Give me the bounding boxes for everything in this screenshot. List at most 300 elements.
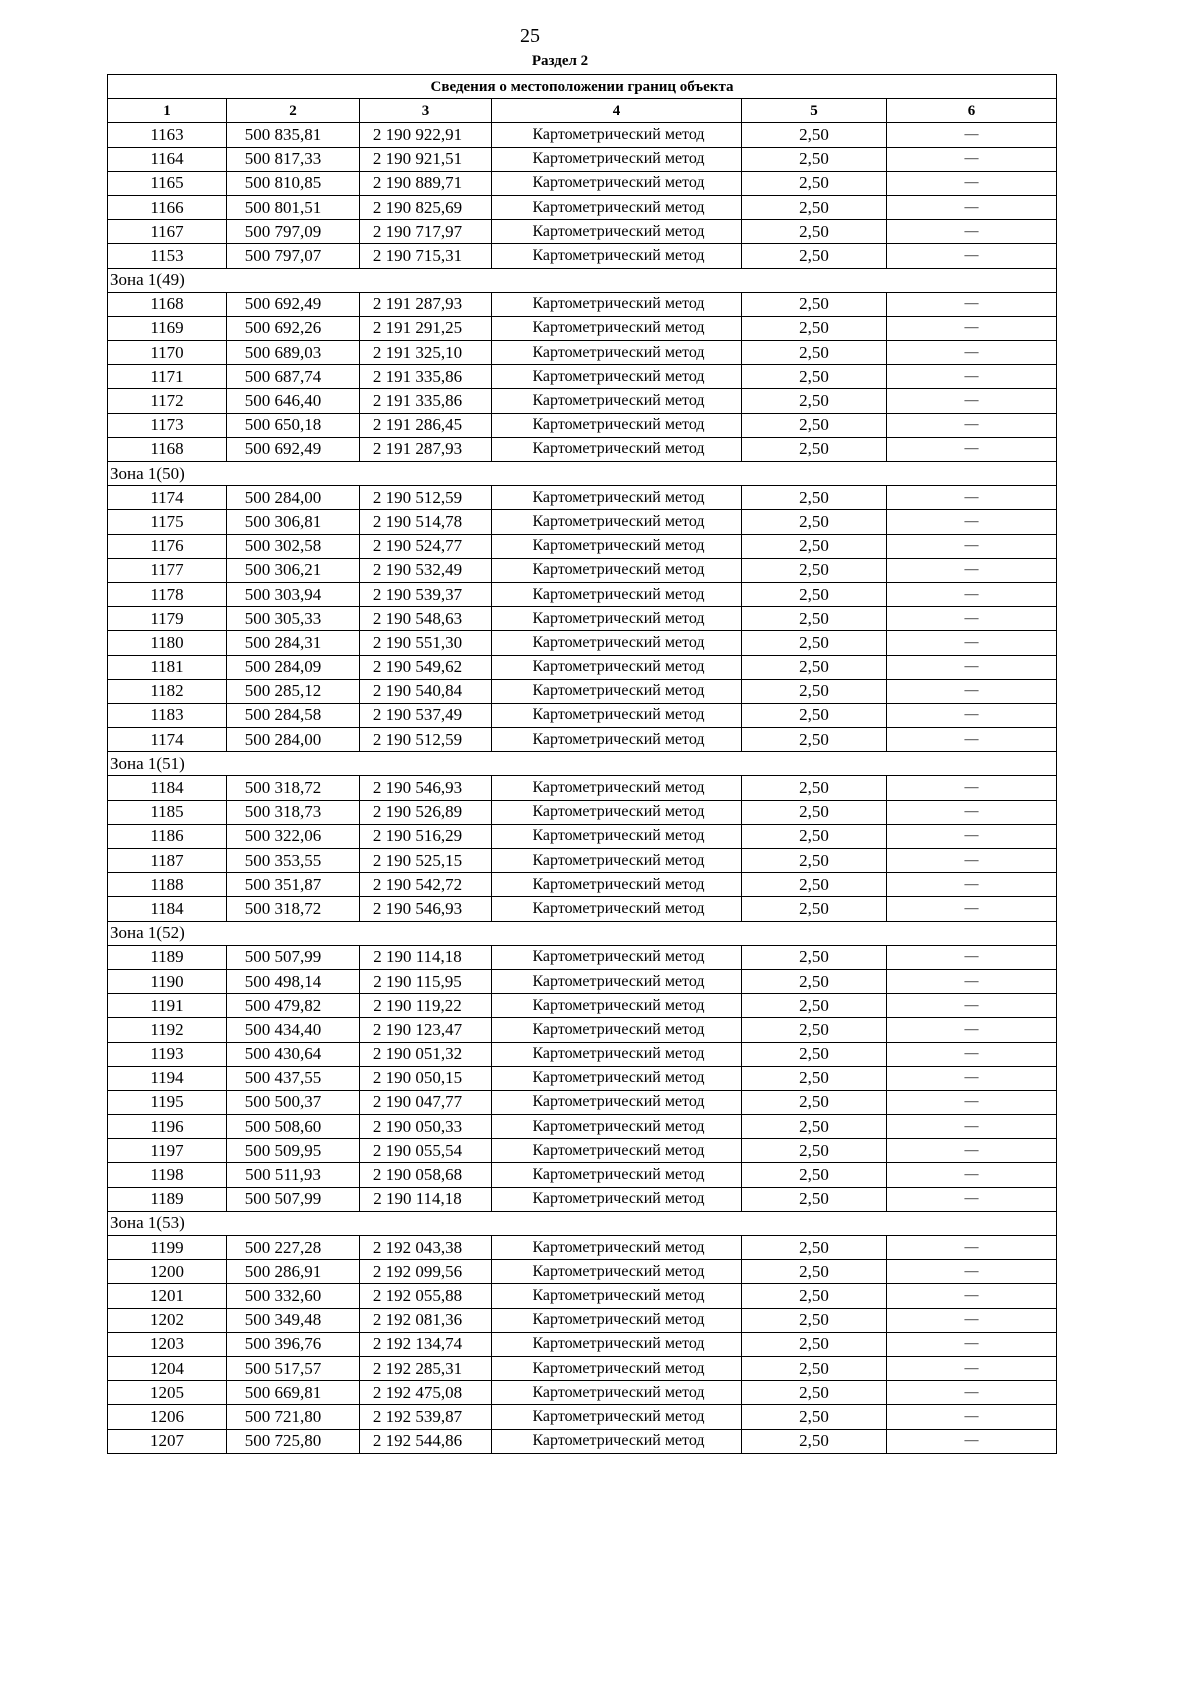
table-row: [108, 1018, 1057, 1042]
table-row: [108, 486, 1057, 510]
point-number-cell: 1190: [108, 969, 227, 993]
column-number-2: 2: [227, 99, 360, 123]
point-number-cell: 1181: [108, 655, 227, 679]
accuracy-cell: 2,50: [742, 341, 887, 365]
y-coordinate-cell: 2 190 115,95: [360, 969, 492, 993]
description-cell: —: [887, 1115, 1057, 1139]
y-coordinate-cell: 2 190 058,68: [360, 1163, 492, 1187]
table-row: [108, 945, 1057, 969]
table-row: [108, 1405, 1057, 1429]
point-number-cell: 1194: [108, 1066, 227, 1090]
y-coordinate-cell: 2 190 548,63: [360, 607, 492, 631]
x-coordinate-cell: 500 692,49: [227, 292, 360, 316]
x-coordinate-cell: 500 318,72: [227, 776, 360, 800]
y-coordinate-cell: 2 190 114,18: [360, 1187, 492, 1211]
table-row: [108, 655, 1057, 679]
method-cell: Картометрический метод: [492, 897, 742, 921]
table-row: [108, 1163, 1057, 1187]
description-cell: —: [887, 1356, 1057, 1380]
y-coordinate-cell: 2 192 475,08: [360, 1381, 492, 1405]
method-cell: Картометрический метод: [492, 800, 742, 824]
zone-label: Зона 1(49): [108, 268, 1057, 292]
y-coordinate-cell: 2 190 532,49: [360, 558, 492, 582]
point-number-cell: 1188: [108, 873, 227, 897]
x-coordinate-cell: 500 318,72: [227, 897, 360, 921]
y-coordinate-cell: 2 190 889,71: [360, 171, 492, 195]
column-number-1: 1: [108, 99, 227, 123]
y-coordinate-cell: 2 192 285,31: [360, 1356, 492, 1380]
table-row: [108, 1115, 1057, 1139]
description-cell: —: [887, 728, 1057, 752]
x-coordinate-cell: 500 437,55: [227, 1066, 360, 1090]
description-cell: —: [887, 679, 1057, 703]
point-number-cell: 1198: [108, 1163, 227, 1187]
x-coordinate-cell: 500 396,76: [227, 1332, 360, 1356]
method-cell: Картометрический метод: [492, 703, 742, 727]
accuracy-cell: 2,50: [742, 655, 887, 679]
method-cell: Картометрический метод: [492, 873, 742, 897]
table-row: [108, 631, 1057, 655]
description-cell: —: [887, 171, 1057, 195]
table-row: [108, 1332, 1057, 1356]
method-cell: Картометрический метод: [492, 1405, 742, 1429]
table-row: [108, 123, 1057, 147]
table-row: [108, 582, 1057, 606]
table-row: [108, 897, 1057, 921]
point-number-cell: 1168: [108, 292, 227, 316]
table-body: [108, 75, 1057, 1454]
method-cell: Картометрический метод: [492, 728, 742, 752]
point-number-cell: 1185: [108, 800, 227, 824]
description-cell: —: [887, 147, 1057, 171]
point-number-cell: 1193: [108, 1042, 227, 1066]
y-coordinate-cell: 2 190 921,51: [360, 147, 492, 171]
description-cell: —: [887, 413, 1057, 437]
x-coordinate-cell: 500 500,37: [227, 1090, 360, 1114]
method-cell: Картометрический метод: [492, 969, 742, 993]
x-coordinate-cell: 500 498,14: [227, 969, 360, 993]
table-row: [108, 365, 1057, 389]
method-cell: Картометрический метод: [492, 1332, 742, 1356]
description-cell: —: [887, 1308, 1057, 1332]
accuracy-cell: 2,50: [742, 1332, 887, 1356]
description-cell: —: [887, 1090, 1057, 1114]
y-coordinate-cell: 2 191 335,86: [360, 365, 492, 389]
description-cell: —: [887, 1139, 1057, 1163]
accuracy-cell: 2,50: [742, 292, 887, 316]
accuracy-cell: 2,50: [742, 945, 887, 969]
zone-row: [108, 268, 1057, 292]
method-cell: Картометрический метод: [492, 171, 742, 195]
point-number-cell: 1153: [108, 244, 227, 268]
point-number-cell: 1189: [108, 945, 227, 969]
method-cell: Картометрический метод: [492, 1066, 742, 1090]
y-coordinate-cell: 2 190 549,62: [360, 655, 492, 679]
accuracy-cell: 2,50: [742, 849, 887, 873]
accuracy-cell: 2,50: [742, 510, 887, 534]
description-cell: —: [887, 969, 1057, 993]
description-cell: —: [887, 1018, 1057, 1042]
x-coordinate-cell: 500 725,80: [227, 1429, 360, 1453]
accuracy-cell: 2,50: [742, 220, 887, 244]
description-cell: —: [887, 510, 1057, 534]
method-cell: Картометрический метод: [492, 389, 742, 413]
method-cell: Картометрический метод: [492, 1163, 742, 1187]
x-coordinate-cell: 500 692,26: [227, 316, 360, 340]
table-row: [108, 1381, 1057, 1405]
point-number-cell: 1205: [108, 1381, 227, 1405]
y-coordinate-cell: 2 190 540,84: [360, 679, 492, 703]
accuracy-cell: 2,50: [742, 969, 887, 993]
accuracy-cell: 2,50: [742, 1042, 887, 1066]
x-coordinate-cell: 500 303,94: [227, 582, 360, 606]
accuracy-cell: 2,50: [742, 1139, 887, 1163]
point-number-cell: 1207: [108, 1429, 227, 1453]
x-coordinate-cell: 500 797,07: [227, 244, 360, 268]
x-coordinate-cell: 500 835,81: [227, 123, 360, 147]
x-coordinate-cell: 500 508,60: [227, 1115, 360, 1139]
table-row: [108, 437, 1057, 461]
accuracy-cell: 2,50: [742, 123, 887, 147]
accuracy-cell: 2,50: [742, 728, 887, 752]
method-cell: Картометрический метод: [492, 1042, 742, 1066]
accuracy-cell: 2,50: [742, 607, 887, 631]
point-number-cell: 1199: [108, 1236, 227, 1260]
point-number-cell: 1189: [108, 1187, 227, 1211]
point-number-cell: 1201: [108, 1284, 227, 1308]
point-number-cell: 1169: [108, 316, 227, 340]
description-cell: —: [887, 220, 1057, 244]
point-number-cell: 1176: [108, 534, 227, 558]
table-row: [108, 994, 1057, 1018]
table-row: [108, 292, 1057, 316]
description-cell: —: [887, 244, 1057, 268]
point-number-cell: 1187: [108, 849, 227, 873]
x-coordinate-cell: 500 810,85: [227, 171, 360, 195]
accuracy-cell: 2,50: [742, 703, 887, 727]
point-number-cell: 1172: [108, 389, 227, 413]
x-coordinate-cell: 500 511,93: [227, 1163, 360, 1187]
y-coordinate-cell: 2 190 051,32: [360, 1042, 492, 1066]
x-coordinate-cell: 500 434,40: [227, 1018, 360, 1042]
description-cell: —: [887, 1042, 1057, 1066]
description-cell: —: [887, 607, 1057, 631]
table-row: [108, 1308, 1057, 1332]
description-cell: —: [887, 316, 1057, 340]
table-caption: Сведения о местоположении границ объекта: [108, 75, 1057, 99]
x-coordinate-cell: 500 284,09: [227, 655, 360, 679]
table-row: [108, 1139, 1057, 1163]
method-cell: Картометрический метод: [492, 631, 742, 655]
point-number-cell: 1204: [108, 1356, 227, 1380]
point-number-cell: 1203: [108, 1332, 227, 1356]
accuracy-cell: 2,50: [742, 1115, 887, 1139]
y-coordinate-cell: 2 190 050,15: [360, 1066, 492, 1090]
x-coordinate-cell: 500 801,51: [227, 195, 360, 219]
description-cell: —: [887, 582, 1057, 606]
x-coordinate-cell: 500 646,40: [227, 389, 360, 413]
accuracy-cell: 2,50: [742, 582, 887, 606]
section-title: Раздел 2: [531, 53, 589, 69]
accuracy-cell: 2,50: [742, 389, 887, 413]
method-cell: Картометрический метод: [492, 413, 742, 437]
accuracy-cell: 2,50: [742, 316, 887, 340]
column-number-3: 3: [360, 99, 492, 123]
method-cell: Картометрический метод: [492, 994, 742, 1018]
description-cell: —: [887, 776, 1057, 800]
description-cell: —: [887, 994, 1057, 1018]
point-number-cell: 1168: [108, 437, 227, 461]
point-number-cell: 1196: [108, 1115, 227, 1139]
description-cell: —: [887, 292, 1057, 316]
description-cell: —: [887, 486, 1057, 510]
y-coordinate-cell: 2 190 512,59: [360, 728, 492, 752]
table-row: [108, 679, 1057, 703]
x-coordinate-cell: 500 318,73: [227, 800, 360, 824]
table-row: [108, 341, 1057, 365]
method-cell: Картометрический метод: [492, 1018, 742, 1042]
point-number-cell: 1171: [108, 365, 227, 389]
description-cell: —: [887, 123, 1057, 147]
table-row: [108, 728, 1057, 752]
x-coordinate-cell: 500 322,06: [227, 824, 360, 848]
zone-row: [108, 752, 1057, 776]
accuracy-cell: 2,50: [742, 365, 887, 389]
accuracy-cell: 2,50: [742, 776, 887, 800]
column-number-5: 5: [742, 99, 887, 123]
accuracy-cell: 2,50: [742, 413, 887, 437]
y-coordinate-cell: 2 191 291,25: [360, 316, 492, 340]
method-cell: Картометрический метод: [492, 558, 742, 582]
accuracy-cell: 2,50: [742, 1308, 887, 1332]
y-coordinate-cell: 2 190 546,93: [360, 897, 492, 921]
accuracy-cell: 2,50: [742, 1163, 887, 1187]
y-coordinate-cell: 2 190 526,89: [360, 800, 492, 824]
y-coordinate-cell: 2 190 050,33: [360, 1115, 492, 1139]
x-coordinate-cell: 500 721,80: [227, 1405, 360, 1429]
method-cell: Картометрический метод: [492, 486, 742, 510]
accuracy-cell: 2,50: [742, 873, 887, 897]
y-coordinate-cell: 2 192 134,74: [360, 1332, 492, 1356]
point-number-cell: 1167: [108, 220, 227, 244]
method-cell: Картометрический метод: [492, 849, 742, 873]
point-number-cell: 1197: [108, 1139, 227, 1163]
point-number-cell: 1174: [108, 728, 227, 752]
description-cell: —: [887, 534, 1057, 558]
method-cell: Картометрический метод: [492, 1090, 742, 1114]
point-number-cell: 1179: [108, 607, 227, 631]
x-coordinate-cell: 500 351,87: [227, 873, 360, 897]
x-coordinate-cell: 500 302,58: [227, 534, 360, 558]
coordinates-table: [107, 74, 1057, 1454]
table-row: [108, 220, 1057, 244]
y-coordinate-cell: 2 190 539,37: [360, 582, 492, 606]
y-coordinate-cell: 2 192 055,88: [360, 1284, 492, 1308]
description-cell: —: [887, 897, 1057, 921]
accuracy-cell: 2,50: [742, 1187, 887, 1211]
method-cell: Картометрический метод: [492, 1429, 742, 1453]
description-cell: —: [887, 1066, 1057, 1090]
y-coordinate-cell: 2 190 546,93: [360, 776, 492, 800]
method-cell: Картометрический метод: [492, 365, 742, 389]
method-cell: Картометрический метод: [492, 1115, 742, 1139]
point-number-cell: 1164: [108, 147, 227, 171]
y-coordinate-cell: 2 190 922,91: [360, 123, 492, 147]
description-cell: —: [887, 1163, 1057, 1187]
table-row: [108, 171, 1057, 195]
x-coordinate-cell: 500 305,33: [227, 607, 360, 631]
column-number-row: [108, 99, 1057, 123]
description-cell: —: [887, 195, 1057, 219]
y-coordinate-cell: 2 190 123,47: [360, 1018, 492, 1042]
y-coordinate-cell: 2 190 114,18: [360, 945, 492, 969]
table-row: [108, 1260, 1057, 1284]
table-row: [108, 1187, 1057, 1211]
x-coordinate-cell: 500 689,03: [227, 341, 360, 365]
point-number-cell: 1192: [108, 1018, 227, 1042]
point-number-cell: 1163: [108, 123, 227, 147]
table-row: [108, 1429, 1057, 1453]
point-number-cell: 1180: [108, 631, 227, 655]
x-coordinate-cell: 500 797,09: [227, 220, 360, 244]
table-row: [108, 607, 1057, 631]
y-coordinate-cell: 2 190 524,77: [360, 534, 492, 558]
point-number-cell: 1165: [108, 171, 227, 195]
description-cell: —: [887, 800, 1057, 824]
description-cell: —: [887, 1236, 1057, 1260]
page-number: 25: [520, 25, 540, 47]
point-number-cell: 1206: [108, 1405, 227, 1429]
description-cell: —: [887, 341, 1057, 365]
accuracy-cell: 2,50: [742, 147, 887, 171]
method-cell: Картометрический метод: [492, 292, 742, 316]
method-cell: Картометрический метод: [492, 1284, 742, 1308]
method-cell: Картометрический метод: [492, 534, 742, 558]
x-coordinate-cell: 500 306,21: [227, 558, 360, 582]
x-coordinate-cell: 500 817,33: [227, 147, 360, 171]
point-number-cell: 1183: [108, 703, 227, 727]
zone-label: Зона 1(50): [108, 462, 1057, 486]
description-cell: —: [887, 1332, 1057, 1356]
method-cell: Картометрический метод: [492, 244, 742, 268]
y-coordinate-cell: 2 191 287,93: [360, 292, 492, 316]
y-coordinate-cell: 2 190 047,77: [360, 1090, 492, 1114]
x-coordinate-cell: 500 517,57: [227, 1356, 360, 1380]
table-row: [108, 1042, 1057, 1066]
method-cell: Картометрический метод: [492, 1381, 742, 1405]
table-row: [108, 824, 1057, 848]
y-coordinate-cell: 2 190 537,49: [360, 703, 492, 727]
y-coordinate-cell: 2 191 335,86: [360, 389, 492, 413]
accuracy-cell: 2,50: [742, 1236, 887, 1260]
table-row: [108, 413, 1057, 437]
method-cell: Картометрический метод: [492, 437, 742, 461]
accuracy-cell: 2,50: [742, 1405, 887, 1429]
method-cell: Картометрический метод: [492, 195, 742, 219]
x-coordinate-cell: 500 284,31: [227, 631, 360, 655]
y-coordinate-cell: 2 190 551,30: [360, 631, 492, 655]
accuracy-cell: 2,50: [742, 994, 887, 1018]
y-coordinate-cell: 2 191 286,45: [360, 413, 492, 437]
point-number-cell: 1166: [108, 195, 227, 219]
point-number-cell: 1184: [108, 897, 227, 921]
x-coordinate-cell: 500 509,95: [227, 1139, 360, 1163]
point-number-cell: 1170: [108, 341, 227, 365]
y-coordinate-cell: 2 192 544,86: [360, 1429, 492, 1453]
accuracy-cell: 2,50: [742, 631, 887, 655]
method-cell: Картометрический метод: [492, 824, 742, 848]
table-row: [108, 849, 1057, 873]
description-cell: —: [887, 1429, 1057, 1453]
method-cell: Картометрический метод: [492, 220, 742, 244]
point-number-cell: 1202: [108, 1308, 227, 1332]
method-cell: Картометрический метод: [492, 510, 742, 534]
table-row: [108, 703, 1057, 727]
point-number-cell: 1200: [108, 1260, 227, 1284]
method-cell: Картометрический метод: [492, 341, 742, 365]
x-coordinate-cell: 500 332,60: [227, 1284, 360, 1308]
y-coordinate-cell: 2 190 119,22: [360, 994, 492, 1018]
y-coordinate-cell: 2 190 825,69: [360, 195, 492, 219]
accuracy-cell: 2,50: [742, 195, 887, 219]
accuracy-cell: 2,50: [742, 1429, 887, 1453]
table-row: [108, 1356, 1057, 1380]
accuracy-cell: 2,50: [742, 558, 887, 582]
description-cell: —: [887, 849, 1057, 873]
description-cell: —: [887, 945, 1057, 969]
description-cell: —: [887, 365, 1057, 389]
description-cell: —: [887, 437, 1057, 461]
x-coordinate-cell: 500 306,81: [227, 510, 360, 534]
zone-row: [108, 921, 1057, 945]
table-row: [108, 969, 1057, 993]
table-row: [108, 195, 1057, 219]
table-row: [108, 800, 1057, 824]
table-row: [108, 147, 1057, 171]
table-row: [108, 534, 1057, 558]
accuracy-cell: 2,50: [742, 437, 887, 461]
y-coordinate-cell: 2 190 525,15: [360, 849, 492, 873]
x-coordinate-cell: 500 284,00: [227, 486, 360, 510]
method-cell: Картометрический метод: [492, 582, 742, 606]
description-cell: —: [887, 1187, 1057, 1211]
method-cell: Картометрический метод: [492, 1308, 742, 1332]
table-row: [108, 1236, 1057, 1260]
x-coordinate-cell: 500 286,91: [227, 1260, 360, 1284]
y-coordinate-cell: 2 191 325,10: [360, 341, 492, 365]
description-cell: —: [887, 389, 1057, 413]
accuracy-cell: 2,50: [742, 679, 887, 703]
y-coordinate-cell: 2 192 099,56: [360, 1260, 492, 1284]
x-coordinate-cell: 500 507,99: [227, 1187, 360, 1211]
method-cell: Картометрический метод: [492, 1187, 742, 1211]
method-cell: Картометрический метод: [492, 1139, 742, 1163]
table-row: [108, 510, 1057, 534]
zone-row: [108, 462, 1057, 486]
description-cell: —: [887, 824, 1057, 848]
table-row: [108, 558, 1057, 582]
accuracy-cell: 2,50: [742, 486, 887, 510]
point-number-cell: 1184: [108, 776, 227, 800]
x-coordinate-cell: 500 650,18: [227, 413, 360, 437]
description-cell: —: [887, 631, 1057, 655]
accuracy-cell: 2,50: [742, 1284, 887, 1308]
method-cell: Картометрический метод: [492, 607, 742, 631]
accuracy-cell: 2,50: [742, 1090, 887, 1114]
y-coordinate-cell: 2 190 715,31: [360, 244, 492, 268]
x-coordinate-cell: 500 687,74: [227, 365, 360, 389]
accuracy-cell: 2,50: [742, 1066, 887, 1090]
